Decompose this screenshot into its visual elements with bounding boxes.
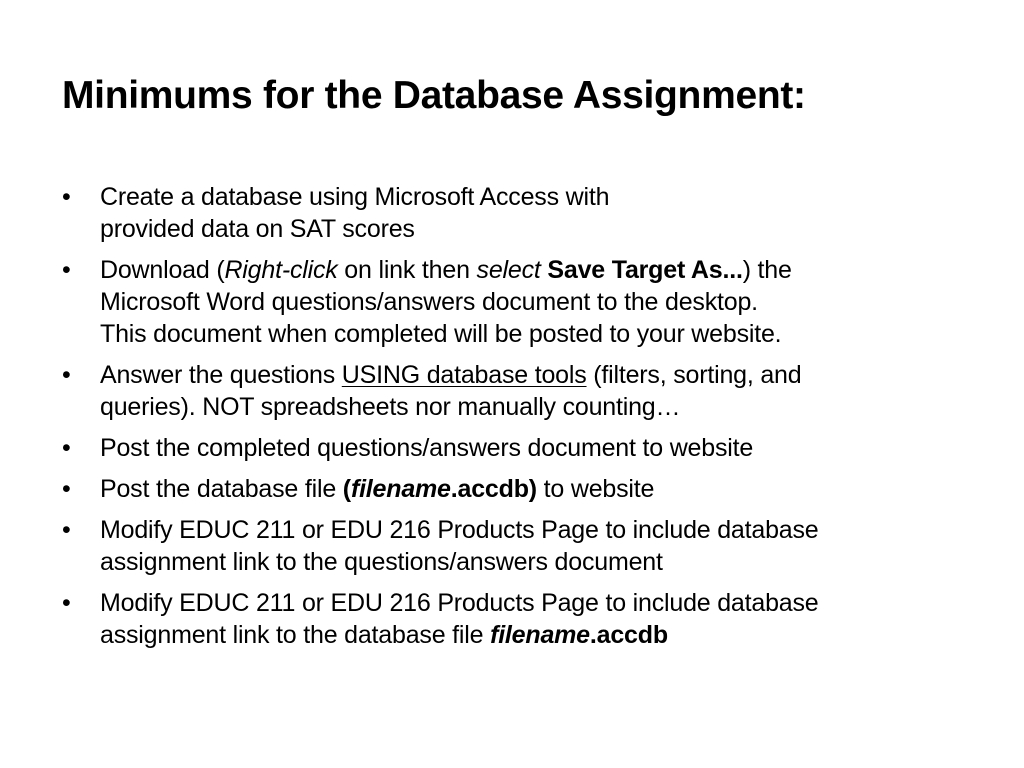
bullet-text: Microsoft Word questions/answers document to the desktop. [100, 288, 758, 316]
bullet-item-post-database-file [62, 473, 1002, 505]
bullet-text: ) the [742, 256, 792, 284]
bullet-line [100, 619, 1002, 651]
bullet-text: Answer the questions [100, 361, 342, 389]
emphasis-filename: filename [490, 621, 590, 649]
bullet-text: Modify EDUC 211 or EDU 216 Products Page to include database [100, 589, 819, 617]
emphasis-right-click: Right-click [224, 256, 338, 284]
emphasis-accdb: .accdb [589, 621, 668, 649]
emphasis-save-target-as: Save Target As... [547, 256, 743, 284]
bullet-text: (filters, sorting, and [586, 361, 802, 389]
underlined-using-database-tools: USING database tools [341, 361, 587, 389]
bullet-text: Download ( [100, 256, 225, 284]
bullet-line [100, 473, 1002, 505]
emphasis-select: select [476, 256, 541, 284]
bullet-item-answer-questions [62, 359, 1002, 423]
bullet-icon: • [62, 361, 71, 389]
bullet-text: Post the completed questions/answers document to website [100, 434, 754, 462]
bullet-item-post-document [62, 432, 1002, 464]
bullet-text: Modify EDUC 211 or EDU 216 Products Page to include database [100, 516, 819, 544]
bullet-text: on link then [337, 256, 477, 284]
bullet-line [100, 254, 1002, 286]
emphasis-filename: filename [350, 475, 451, 503]
bullet-line [100, 359, 1002, 391]
slide-title: Minimums for the Database Assignment: [62, 74, 806, 117]
bullet-item-modify-products-page-database [62, 587, 1002, 651]
bullet-text: queries). NOT spreadsheets nor manually counting… [100, 393, 681, 421]
bullet-icon: • [62, 589, 71, 617]
bullet-text: This document when completed will be posted to your website. [100, 320, 782, 348]
bullet-icon: • [62, 475, 71, 503]
emphasis-accdb: .accdb) [450, 475, 537, 503]
bullet-list [62, 181, 1002, 660]
bullet-text: to website [536, 475, 655, 503]
bullet-item-create-database [62, 181, 1002, 245]
emphasis-open-paren: ( [342, 475, 351, 503]
bullet-text: assignment link to the questions/answers document [100, 548, 663, 576]
bullet-text: assignment link to the database file [100, 621, 491, 649]
bullet-icon: • [62, 256, 71, 284]
bullet-text: Create a database using Microsoft Access with [100, 183, 610, 211]
bullet-icon: • [62, 183, 71, 211]
bullet-icon: • [62, 516, 71, 544]
bullet-item-modify-products-page-document [62, 514, 1002, 578]
bullet-text: Post the database file [100, 475, 343, 503]
bullet-text: provided data on SAT scores [100, 215, 415, 243]
bullet-icon: • [62, 434, 71, 462]
bullet-item-download [62, 254, 1002, 350]
